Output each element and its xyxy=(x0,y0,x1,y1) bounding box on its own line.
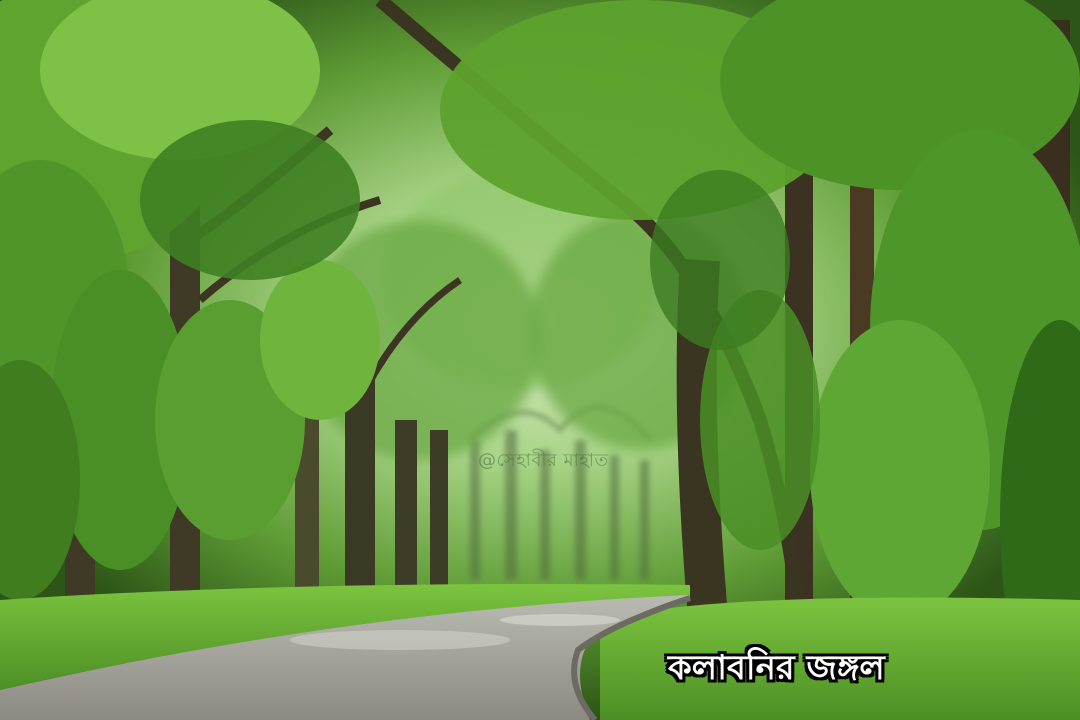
photo-caption: কলাবনির জঙ্গল xyxy=(668,648,885,688)
watermark: @সেহাবীর মাহাত xyxy=(478,450,609,471)
